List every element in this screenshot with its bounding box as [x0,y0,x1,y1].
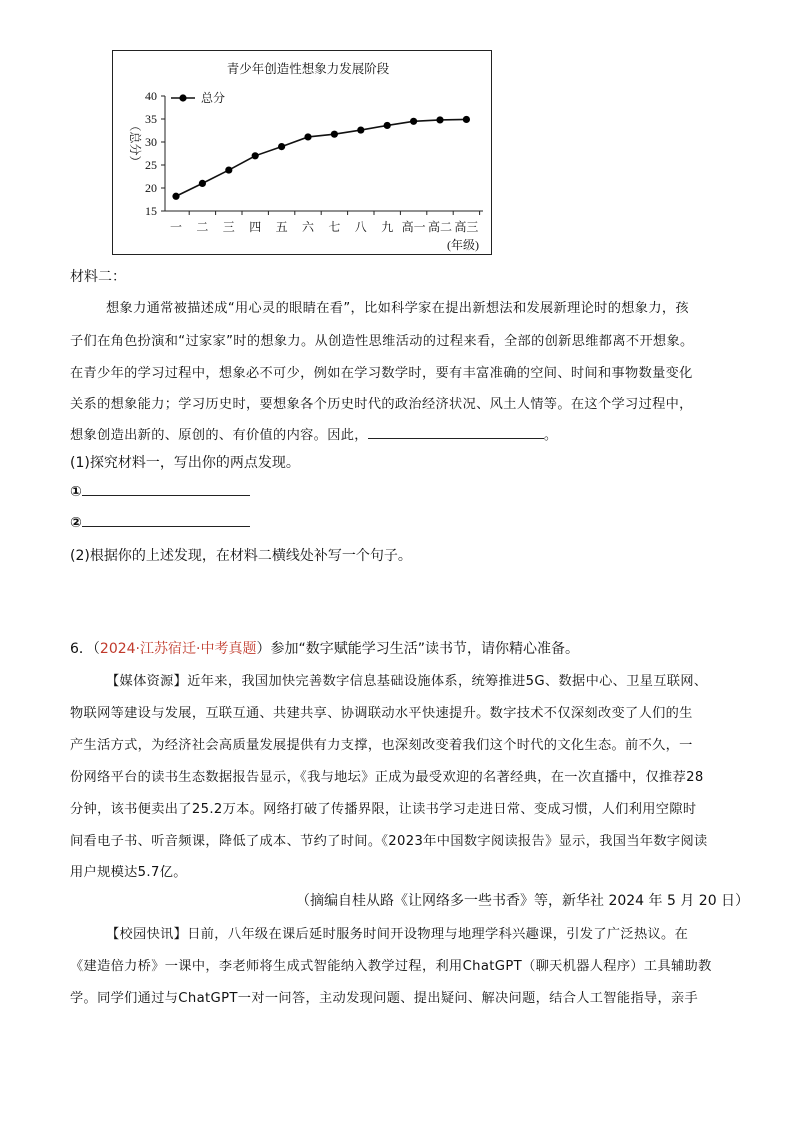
y-tick-label: 30 [145,135,157,149]
chart-title: 青少年创造性想象力发展阶段 [226,62,390,76]
material2-line-3: 在青少年的学习过程中，想象必不可少，例如在学习数学时，要有丰富准确的空间、时间和事物数量变化 [70,366,693,381]
material2-line-5 [70,424,557,443]
material2-heading: 材料二： [70,269,126,285]
series-line [176,119,466,196]
q6-close: ） [256,641,271,657]
campus-line-1: 【校园快讯】日前，八年级在课后延时服务时间开设物理与地理学科兴趣课，引发了广泛热议。在 [106,927,689,942]
creativity-chart [112,50,492,255]
marker-1: ① [70,484,82,500]
x-tick-label: 高一 [401,220,426,234]
media-line-3: 产生活方式，为经济社会高质量发展提供有力支撑，也深刻改变着我们这个时代的文化生态。前不久，一 [70,738,693,753]
x-axis-label: (年级) [447,238,479,252]
campus-line-2: 《建造倍力桥》一课中，李老师将生成式智能纳入教学过程，利用ChatGPT（聊天机器人程序）工具辅助教 [70,959,712,974]
data-point [463,116,470,123]
answer-line-2 [70,514,250,531]
x-tick-label: 高三 [454,220,479,234]
data-point [357,126,364,133]
question-6-heading [70,638,579,658]
data-point [331,131,338,138]
material2-line-4: 关系的想象能力；学习历史时，要想象各个历史时代的政治经济状况、风土人情等。在这个学习过程中， [70,397,693,412]
y-tick-label: 25 [145,158,157,172]
material2-last-text: 想象创造出新的、原创的、有价值的内容。因此， [70,428,368,443]
chart-canvas [113,51,491,254]
data-point [172,193,179,200]
x-tick-label: 八 [354,220,367,234]
x-tick-label: 五 [275,220,288,234]
media-citation: （摘编自桂从路《让网络多一些书香》等，新华社 2024 年 5 月 20 日） [296,893,750,909]
legend-label: 总分 [201,91,226,105]
media-line-5: 分钟，该书便卖出了25.2万本。网络打破了传播界限，让读书学习走进日常、变成习惯，人们利用空隙时 [70,802,697,817]
y-tick-label: 15 [145,204,157,218]
x-tick-label: 三 [222,220,235,234]
y-tick-label: 35 [145,112,157,126]
data-point [278,143,285,150]
data-point [304,133,311,140]
x-tick-label: 七 [328,220,341,234]
legend-marker [179,94,186,101]
x-tick-label: 高二 [427,220,453,234]
data-point [384,122,391,129]
answer-blank-sentence[interactable] [368,426,544,439]
y-tick-label: 40 [145,89,157,103]
q6-text: 参加“数字赋能学习生活”读书节，请你精心准备。 [270,641,579,657]
x-tick-label: 六 [301,220,315,234]
data-point [410,118,417,125]
media-line-7: 用户规模达5.7亿。 [70,865,187,880]
x-tick-label: 一 [169,220,183,234]
question-2: (2)根据你的上述发现，在材料二横线处补写一个句子。 [70,548,412,564]
q6-source: 2024·江苏宿迁·中考真题 [99,641,257,657]
data-point [436,116,443,123]
data-point [225,166,232,173]
answer-blank-2[interactable] [82,514,250,527]
marker-2: ② [70,515,82,531]
y-axis-label: （总分） [128,119,142,168]
x-tick-label: 二 [196,220,209,234]
data-point [252,152,259,159]
x-tick-label: 四 [249,220,262,234]
data-point [199,180,206,187]
media-line-6: 间看电子书、听音频课，降低了成本、节约了时间。《2023年中国数字阅读报告》显示，我国当年数字阅读 [70,834,708,849]
material2-line-1: 想象力通常被描述成“用心灵的眼睛在看”，比如科学家在提出新想法和发展新理论时的想象力，孩 [106,301,689,316]
answer-blank-1[interactable] [82,483,250,496]
material2-last-end: 。 [543,428,558,443]
y-tick-label: 20 [145,181,157,195]
campus-line-3: 学。同学们通过与ChatGPT一对一问答，主动发现问题、提出疑问、解决问题，结合人工智能指导，亲手 [70,991,699,1006]
media-line-4: 份网络平台的读书生态数据报告显示，《我与地坛》正成为最受欢迎的名著经典，在一次直播中，仅推荐28 [70,770,704,785]
media-line-2: 物联网等建设与发展，互联互通、共建共享、协调联动水平快速提升。数字技术不仅深刻改变了人们的生 [70,706,693,721]
answer-line-1 [70,483,250,500]
x-tick-label: 九 [381,220,394,234]
q6-number: 6．（ [70,641,100,657]
material2-line-2: 子们在角色扮演和“过家家”时的想象力。从创造性思维活动的过程来看，全部的创新思维都离不开想象。 [70,334,694,349]
question-1: (1)探究材料一，写出你的两点发现。 [70,455,300,471]
media-line-1: 【媒体资源】近年来，我国加快完善数字信息基础设施体系，统筹推进5G、数据中心、卫星互联网、 [106,674,708,689]
